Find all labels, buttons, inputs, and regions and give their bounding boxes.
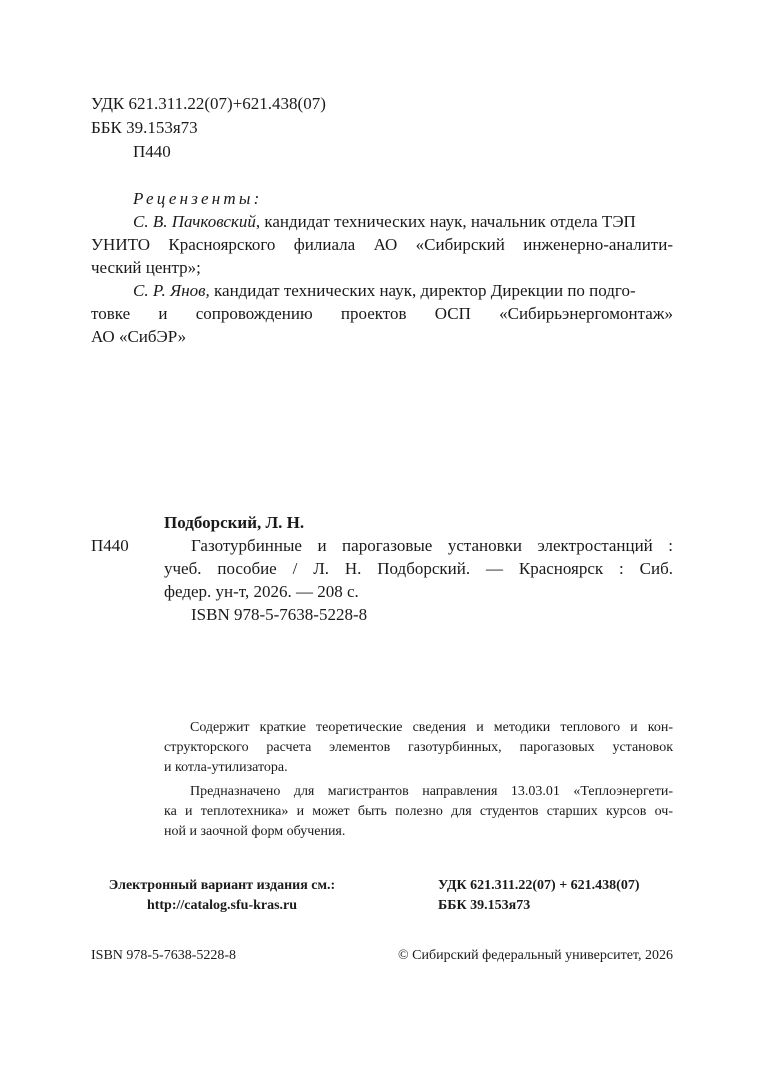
reviewer-2-line-1 (91, 279, 673, 302)
udk-line: УДК 621.311.22(07)+621.438(07) (91, 94, 326, 113)
annotation-paragraph-2 (164, 782, 673, 802)
electronic-version-label: Электронный вариант издания см.: (108, 878, 336, 893)
footer-isbn: ISBN 978-5-7638-5228-8 (91, 948, 237, 963)
electronic-version-block (91, 876, 353, 916)
udk-right-line: УДК 621.311.22(07) + 621.438(07) (438, 878, 640, 893)
reviewer-1-line-1 (91, 210, 673, 233)
catalog-link[interactable]: http://catalog.sfu-kras.ru (146, 898, 298, 913)
reviewer-1-line-3: ческий центр»; (91, 258, 201, 277)
reviewer-2-line-2: товке и сопровождению проектов ОСП «Сибирьэнергомонтаж» (91, 304, 673, 323)
reviewer-2-title: кандидат технических наук, директор Дирекции по подго- (209, 281, 636, 300)
biblio-code: П440 (91, 536, 129, 555)
annotation-p1-line-3: и котла-утилизатора. (164, 760, 288, 775)
biblio-author: Подборский, Л. Н. (164, 513, 305, 532)
annotation-paragraph-1 (164, 718, 673, 738)
annotation-p2-line-2: ка и теплотехника» и может быть полезно для студентов старших курсов оч- (164, 804, 673, 819)
bibliographic-record (91, 511, 673, 626)
annotation-p2-line-1: Предназначено для магистрантов направления 13.03.01 «Теплоэнергети- (190, 784, 673, 799)
biblio-line-3: федер. ун-т, 2026. — 208 с. (164, 582, 359, 601)
reviewer-1-line-2: УНИТО Красноярского филиала АО «Сибирский инженерно-аналити- (91, 235, 673, 254)
annotation-p2-line-3: ной и заочной форм обучения. (164, 824, 346, 839)
biblio-first-row (91, 534, 673, 557)
reviewers-block (91, 187, 673, 348)
annotation-p1-line-2: структорского расчета элементов газотурбинных, парогазовых установок (164, 740, 673, 755)
annotation (164, 718, 673, 842)
bbk-right-line: ББК 39.153я73 (438, 898, 531, 913)
annotation-p1-line-1: Содержит краткие теоретические сведения и методики теплового и кон- (190, 720, 673, 735)
biblio-line-2: учеб. пособие / Л. Н. Подборский. — Красноярск : Сиб. (164, 559, 673, 578)
biblio-title-line: Газотурбинные и парогазовые установки электростанций : (191, 536, 673, 555)
author-sign-code: П440 (133, 142, 171, 161)
reviewer-1-name: С. В. Пачковский (133, 212, 256, 231)
udk-block (91, 92, 326, 164)
biblio-isbn: ISBN 978-5-7638-5228-8 (191, 605, 368, 624)
footer-copyright: © Сибирский федеральный университет, 2026 (398, 948, 673, 963)
reviewer-2-line-3: АО «СибЭР» (91, 327, 187, 346)
reviewer-1-title: , кандидат технических наук, начальник отдела ТЭП (255, 212, 636, 231)
udk-right-block (438, 876, 640, 916)
bbk-line: ББК 39.153я73 (91, 118, 198, 137)
reviewers-heading: Рецензенты: (133, 189, 263, 208)
reviewer-2-name: С. Р. Янов, (133, 281, 210, 300)
